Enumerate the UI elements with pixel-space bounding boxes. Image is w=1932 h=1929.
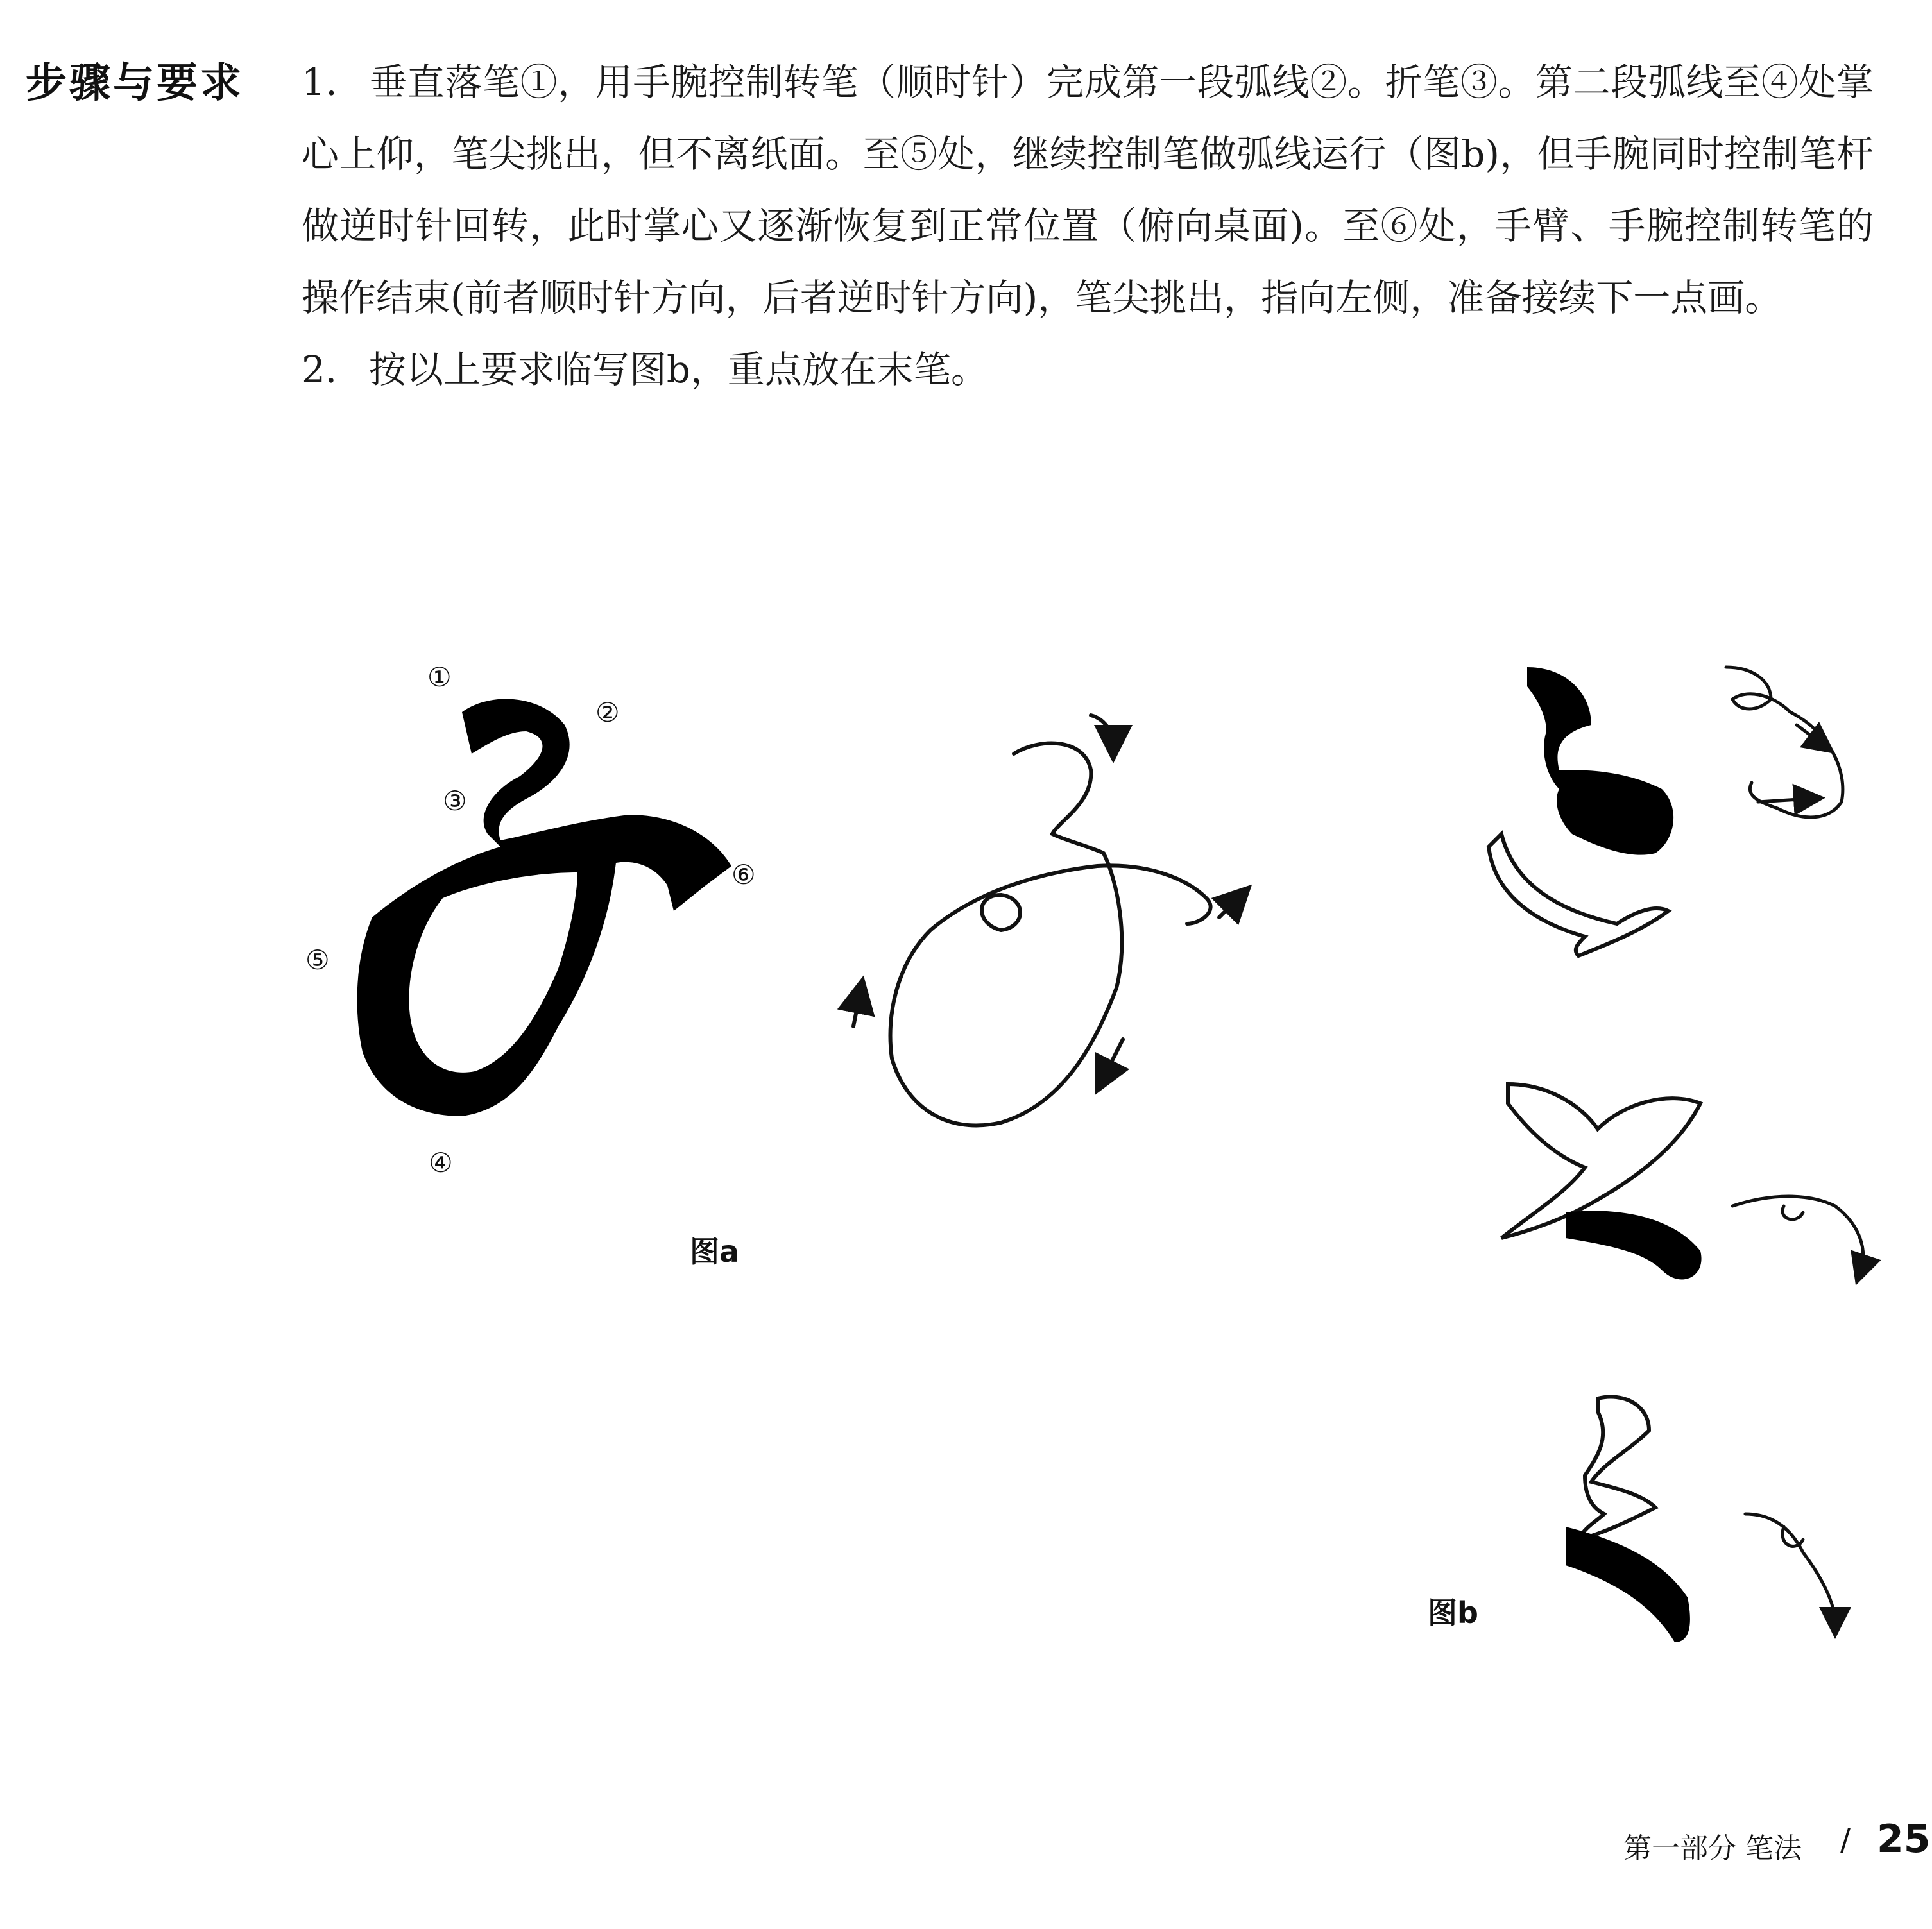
page-number: 25 xyxy=(1877,1817,1931,1862)
figure-b-caption: 图b xyxy=(1428,1595,1478,1630)
figure-a-trajectory xyxy=(853,715,1238,1125)
figure-a-marker-1: ① xyxy=(427,661,452,693)
step-1-text: 垂直落笔①，用手腕控制转笔（顺时针）完成第一段弧线②。折笔③。第二段弧线至④处掌心上仰，笔尖挑出，但不离纸面。至⑤处，继续控制笔做弧线运行（图b)，但手腕同时控制笔杆做逆时针回转，此时掌心又逐渐恢复到正常位置（俯向桌面)。至⑥处，手臂、手腕控制转笔的操作结束(前者顺时针方向，后者逆时针方向)，笔尖挑出，指向左侧，准备接续下一点画。 xyxy=(302,60,1874,319)
footer-section-title: 第一部分 笔法 xyxy=(1623,1832,1802,1865)
step-2-text: 按以上要求临写图b，重点放在末笔。 xyxy=(368,348,989,391)
figure-a-caption: 图a xyxy=(690,1234,740,1269)
figure-b-brush-examples xyxy=(1489,667,1702,1642)
step-1-number: 1． xyxy=(302,60,364,104)
figure-a-marker-4: ④ xyxy=(429,1147,453,1178)
figure-a-brush-character xyxy=(357,699,731,1116)
figure-b-trajectories xyxy=(1726,667,1863,1623)
figure-a-marker-6: ⑥ xyxy=(731,859,756,890)
footer-separator: / xyxy=(1840,1822,1851,1858)
step-2-number: 2． xyxy=(302,348,363,391)
section-label: 步骤与要求 xyxy=(26,60,244,107)
figure-a-marker-5: ⑤ xyxy=(305,944,330,976)
figure-a-marker-2: ② xyxy=(595,697,620,728)
figure-a-marker-3: ③ xyxy=(443,785,467,817)
